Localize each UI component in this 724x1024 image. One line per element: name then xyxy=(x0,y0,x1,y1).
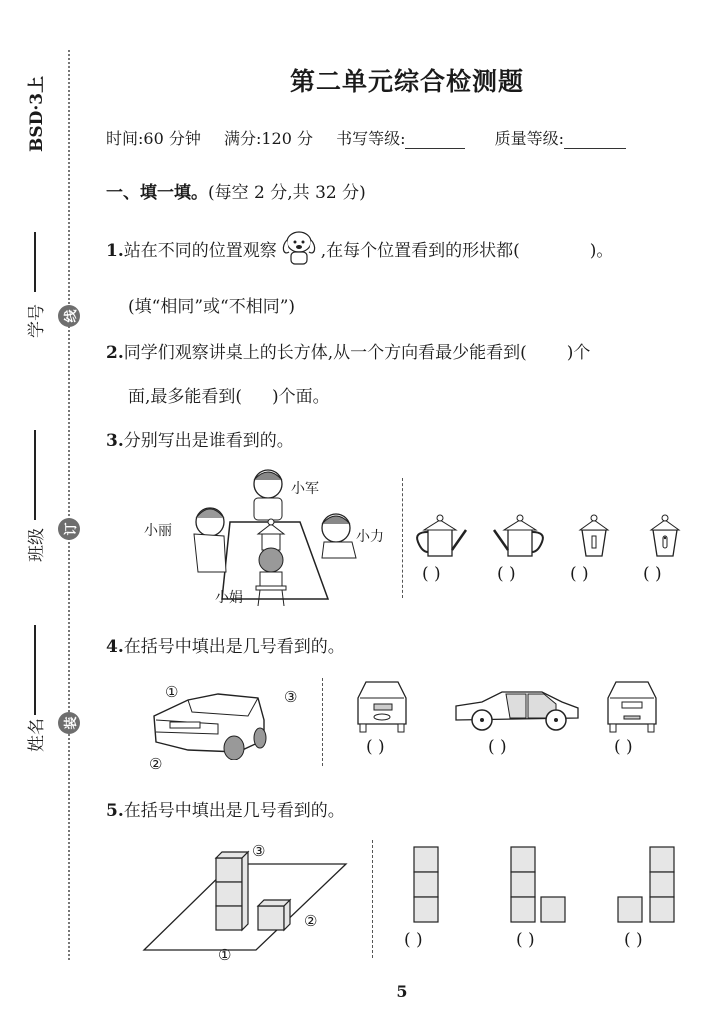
person-label-xiaojun: 小军 xyxy=(291,481,319,497)
question-number: 2. xyxy=(106,343,124,363)
question-number: 1. xyxy=(106,241,124,261)
section-heading xyxy=(106,178,366,203)
teapot-view-3-icon xyxy=(574,512,614,560)
q3-answer-blank-3[interactable]: ( ) xyxy=(570,564,589,584)
car-side-view-icon xyxy=(452,688,582,732)
name-label: 姓名 xyxy=(27,718,47,752)
question-number: 4. xyxy=(106,637,124,657)
q4-answer-blank-1[interactable]: ( ) xyxy=(366,737,385,757)
q4-answer-blank-3[interactable]: ( ) xyxy=(614,737,633,757)
q3-text: 分别写出是谁看到的。 xyxy=(123,431,294,451)
name-blank[interactable] xyxy=(34,625,36,715)
q5-answer-blank-1[interactable]: ( ) xyxy=(404,930,423,950)
question-3 xyxy=(106,426,294,451)
q2-line1-b: )个 xyxy=(566,343,591,363)
position-marker-2: ② xyxy=(149,755,163,773)
question-2 xyxy=(106,338,590,363)
divider-q4 xyxy=(322,678,323,766)
position-marker-3: ③ xyxy=(284,688,298,706)
q3-answer-blank-4[interactable]: ( ) xyxy=(643,564,662,584)
teapot-view-1-icon xyxy=(412,512,472,560)
question-1 xyxy=(106,236,613,262)
page-title: 第二单元综合检测题 xyxy=(289,67,524,96)
q4-answer-blank-2[interactable]: ( ) xyxy=(488,737,507,757)
question-4 xyxy=(106,632,345,657)
person-label-xiaojuan: 小娟 xyxy=(215,590,243,606)
q1-text-b: ,在每个位置看到的形状都( xyxy=(320,241,520,261)
student-id-blank[interactable] xyxy=(34,232,36,292)
quality-grade-blank[interactable] xyxy=(564,132,626,149)
q1-hint: (填“相同”或“不相同”) xyxy=(128,297,296,317)
q5-answer-blank-3[interactable]: ( ) xyxy=(624,930,643,950)
divider-q5 xyxy=(372,840,373,958)
seal-ding: 订 xyxy=(58,518,80,540)
question-5 xyxy=(106,796,345,821)
car-front-view-icon xyxy=(354,680,414,734)
seal-zhuang: 装 xyxy=(58,712,80,734)
view-cube-left-column-icon xyxy=(616,845,678,925)
cube-stack-illustration xyxy=(140,840,360,960)
question-number: 5. xyxy=(106,801,124,821)
question-2-line2 xyxy=(128,382,330,407)
person-label-xiaoli: 小丽 xyxy=(144,523,172,539)
q2-line2-b: )个面。 xyxy=(272,387,330,407)
divider-q3 xyxy=(402,478,403,598)
q4-text: 在括号中填出是几号看到的。 xyxy=(123,637,345,657)
page-number: 5 xyxy=(396,982,408,1001)
q3-answer-blank-2[interactable]: ( ) xyxy=(497,564,516,584)
teapot-view-2-icon xyxy=(490,512,550,560)
position-marker-1: ① xyxy=(218,946,232,964)
position-marker-3: ③ xyxy=(252,842,266,860)
q2-line1-a: 同学们观察讲桌上的长方体,从一个方向看最少能看到( xyxy=(123,343,527,363)
q5-answer-blank-2[interactable]: ( ) xyxy=(516,930,535,950)
class-label: 班级 xyxy=(27,528,47,562)
exam-meta xyxy=(106,126,644,149)
view-column-cube-right-icon xyxy=(509,845,571,925)
car-rear-view-icon xyxy=(604,680,664,734)
writing-grade-blank[interactable] xyxy=(405,132,465,149)
section-note: (每空 2 分,共 32 分) xyxy=(208,183,366,203)
series-label: BSD·3上 xyxy=(27,75,47,152)
full-score: 满分:120 分 xyxy=(223,129,313,148)
teapot-view-4-icon xyxy=(645,512,685,560)
q3-answer-blank-1[interactable]: ( ) xyxy=(422,564,441,584)
class-blank[interactable] xyxy=(34,430,36,520)
section-title: 一、填一填。 xyxy=(106,183,208,203)
question-number: 3. xyxy=(106,431,124,451)
seal-xian: 线 xyxy=(58,305,80,327)
position-marker-2: ② xyxy=(304,912,318,930)
view-column-3-icon xyxy=(412,845,442,925)
quality-grade-label: 质量等级: xyxy=(494,129,564,148)
person-label-xiaoli-boy: 小力 xyxy=(356,529,384,545)
q2-line2-a: 面,最多能看到( xyxy=(128,387,243,407)
q5-text: 在括号中填出是几号看到的。 xyxy=(123,801,345,821)
writing-grade-label: 书写等级: xyxy=(336,129,406,148)
time-limit: 时间:60 分钟 xyxy=(106,129,201,148)
binding-dotted-line xyxy=(68,50,70,960)
puppy-image xyxy=(277,242,321,262)
position-marker-1: ① xyxy=(165,683,179,701)
student-id-label: 学号 xyxy=(27,304,47,338)
q1-text-c: )。 xyxy=(589,241,614,261)
q1-text-a: 站在不同的位置观察 xyxy=(123,241,277,261)
